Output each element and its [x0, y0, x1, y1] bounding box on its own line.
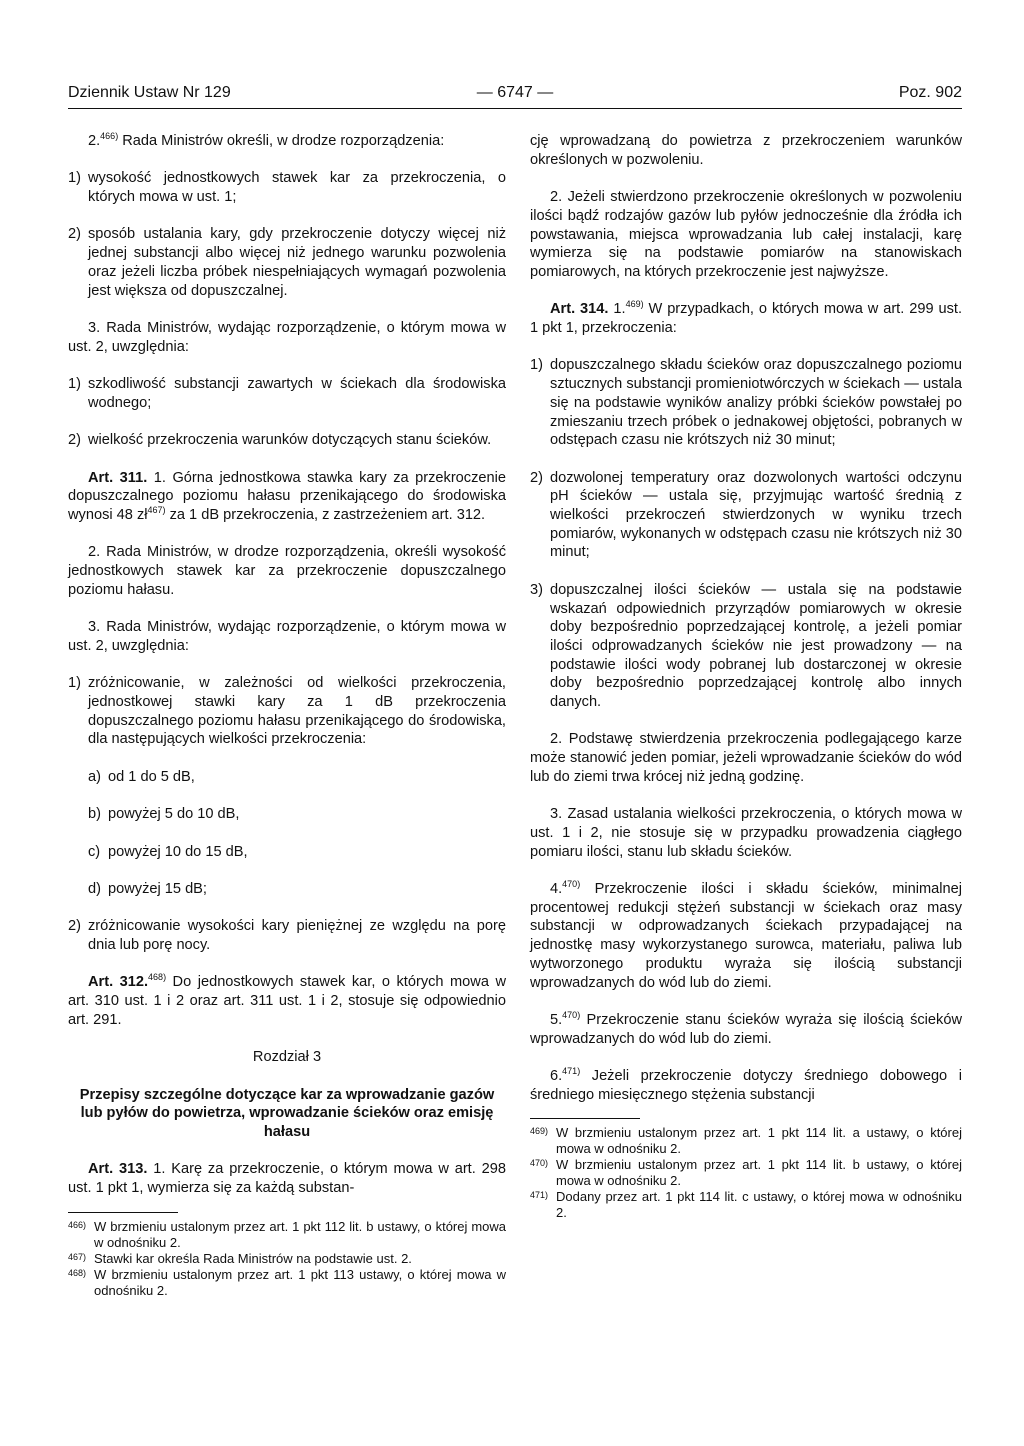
art311-para3: 3. Rada Ministrów, wydając rozporządzenie, o którym mowa w ust. 2, uwzględnia: — [68, 619, 506, 654]
art314-para1: Art. 314. 1.$^{469)}$ W przypadkach, o których mowa w art. 299 ust. 1 pkt 1, przekroczenia: — [530, 299, 962, 336]
sub-item: a) od 1 do 5 dB, — [88, 768, 195, 785]
footnote: 471) Dodany przez art. 1 pkt 114 lit. c ustawy, o której mowa w odnośniku 2. — [530, 1189, 962, 1221]
art314-para4: 4.$^{470)}$ Przekroczenie ilości i składu ścieków, minimalnej procentowej redukcji stężeń substancji w ściekach oraz masy substancji w odprowadzanych ściekach przypadającej na jednostkę masy wykorzystanego surowca, materiału, paliwa lub wytworzonego produktu wyraża się ilością substancji wprowadzanych do wód lub do ziemi. — [530, 879, 962, 991]
page-number: — 6747 — — [476, 84, 554, 101]
art313-para2: 2. Jeżeli stwierdzono przekroczenie określonych w pozwoleniu ilości bądź rodzajów gazów lub pyłów jednocześnie dla źródła ich powstawania, miejsca wprowadzania lub całej instalacji, karę wymierza się na podstawie pomiarów na stanowiskach pomiarowych, na których przekroczenie jest najwyższe. — [530, 189, 962, 280]
sub-item: c) powyżej 10 do 15 dB, — [88, 843, 248, 860]
art314-para3: 3. Zasad ustalania wielkości przekroczenia, o których mowa w ust. 1 i 2, nie stosuje się w przypadku prowadzenia ciągłego pomiaru ilości, stanu lub składu ścieków. — [530, 806, 962, 860]
list-item: 2) dozwolonej temperatury oraz dozwolonych wartości odczynu pH ścieków — ustala się, przyjmując wartość średnią z wielkości przekroczeń stwierdzonych w wyniku trzech pomiarów, wykonanych w odstępach czasu nie krótszych niż 30 minut; — [530, 469, 962, 561]
list-item: 1) dopuszczalnego składu ścieków oraz dopuszczalnego poziomu sztucznych substancji promieniotwórczych w ściekach — ustala się na podstawie wyników analizy próbki ścieków powstałej po zmieszaniu trzech próbek o jednakowej objętości, pobranych w odstępach czasu nie krótszych niż 30 minut; — [530, 357, 962, 449]
footnote: 466) W brzmieniu ustalonym przez art. 1 pkt 112 lit. b ustawy, o której mowa w odnośniku 2. — [68, 1218, 506, 1250]
footnote-ref-468: 468) — [148, 972, 167, 983]
chapter-label: Rozdział 3 — [252, 1049, 322, 1066]
list-item: 2) zróżnicowanie wysokości kary pieniężnej ze względu na porę dnia lub porę nocy. — [68, 918, 506, 954]
art314-para5: 5.$^{470)}$ Przekroczenie stanu ścieków wyraża się ilością ścieków wprowadzanych do wód lub do ziemi. — [530, 1010, 962, 1047]
art310-para2: 2.$^{466)}$ Rada Ministrów określi, w drodze rozporządzenia: — [88, 131, 445, 149]
document-page — [68, 84, 962, 1424]
page-header — [68, 84, 962, 109]
list-item: 2) wielkość przekroczenia warunków dotyczących stanu ścieków. — [68, 432, 492, 449]
art312: Art. 312.$^{468)}$ Do jednostkowych stawek kar, o których mowa w art. 310 ust. 1 i 2 oraz art. 311 ust. 1 i 2, stosuje się odpowiednio art. 291. — [68, 972, 506, 1028]
right-column — [530, 132, 962, 1221]
art314-para2: 2. Podstawę stwierdzenia przekroczenia podlegającego karze może stanowić jeden pomiar, jeżeli wprowadzanie ścieków do wód lub do ziemi trwa krócej niż jedną godzinę. — [530, 731, 962, 785]
position-number: Poz. 902 — [898, 84, 962, 101]
footnote-ref-470: 470) — [562, 879, 581, 890]
footnote-ref-466: 466) — [100, 131, 119, 142]
sub-item: d) powyżej 15 dB; — [88, 880, 207, 897]
left-column — [68, 132, 506, 1299]
footnote: 467) Stawki kar określa Rada Ministrów na podstawie ust. 2. — [68, 1250, 412, 1266]
footnote: 469) W brzmieniu ustalonym przez art. 1 pkt 114 lit. a ustawy, o której mowa w odnośniku 2. — [530, 1125, 962, 1157]
footnote-ref-470: 470) — [562, 1010, 581, 1021]
chapter-title: Przepisy szczególne dotyczące kar za wprowadzanie gazów lub pyłów do powietrza, wprowadzanie ścieków oraz emisję hałasu — [79, 1086, 495, 1140]
footnote-ref-469: 469) — [625, 299, 644, 310]
art311-para1: Art. 311. 1. Górna jednostkowa stawka kary za przekroczenie dopuszczalnego poziomu hałasu przenikającego do środowiska wynosi 48 $zł^{467)}$ za 1 dB przekroczenia, z zastrzeżeniem art. 312. — [68, 469, 506, 523]
list-item: 3) dopuszczalnej ilości ścieków — ustala się na podstawie wskazań odpowiednich przyrządów pomiarowych w okresie doby bezpośrednio poprzedzającej kontrolę, a jeżeli pomiar ilości odprowadzanych ścieków nie jest prowadzony — na podstawie ilości wody pobranej lub dostarczonej w okresie doby bezpośrednio poprzedzającej kontrolę albo innych danych. — [530, 581, 962, 711]
list-item: 1) zróżnicowanie, w zależności od wielkości przekroczenia, jednostkowej stawki kary za 1 dB przekroczenia dopuszczalnego poziomu hałasu przenikającego do środowiska, dla następujących wielkości przekroczenia: — [68, 675, 506, 748]
art314-para6: 6.$^{471)}$ Jeżeli przekroczenie dotyczy średniego dobowego i średniego miesięcznego stężenia substancji — [530, 1066, 962, 1103]
art311-para2: 2. Rada Ministrów, w drodze rozporządzenia, określi wysokość jednostkowych stawek kar za przekroczenie dopuszczalnego poziomu hałasu. — [68, 544, 506, 598]
footnote-ref-471: 471) — [562, 1066, 581, 1077]
list-item: 2) sposób ustalania kary, gdy przekroczenie dotyczy więcej niż jednej substancji albo więcej niż jednego warunku pozwolenia oraz jeżeli liczba próbek niespełniających wymagań pozwolenia jest większa od dopuszczalnej. — [68, 226, 506, 299]
footnote-ref-467: 467) — [147, 505, 166, 516]
journal-title: Dziennik Ustaw Nr 129 — [68, 84, 231, 101]
art313-continuation: cję wprowadzaną do powietrza z przekroczeniem warunków określonych w pozwoleniu. — [530, 133, 962, 168]
footnote-divider — [68, 1212, 178, 1213]
art313-para1: Art. 313. 1. Karę za przekroczenie, o którym mowa w art. 298 ust. 1 pkt 1, wymierza się za każdą substan- — [68, 1161, 506, 1197]
list-item: 1) szkodliwość substancji zawartych w ściekach dla środowiska wodnego; — [68, 376, 506, 411]
art310-para3: 3. Rada Ministrów, wydając rozporządzenie, o którym mowa w ust. 2, uwzględnia: — [68, 319, 506, 355]
list-item: 1) wysokość jednostkowych stawek kar za przekroczenia, o których mowa w ust. 1; — [68, 170, 506, 206]
footnote: 468) W brzmieniu ustalonym przez art. 1 pkt 113 ustawy, o której mowa w odnośniku 2. — [68, 1266, 506, 1298]
footnote: 470) W brzmieniu ustalonym przez art. 1 pkt 114 lit. b ustawy, o której mowa w odnośniku 2. — [530, 1157, 962, 1189]
footnote-divider — [530, 1118, 640, 1119]
sub-item: b) powyżej 5 do 10 dB, — [88, 806, 240, 823]
